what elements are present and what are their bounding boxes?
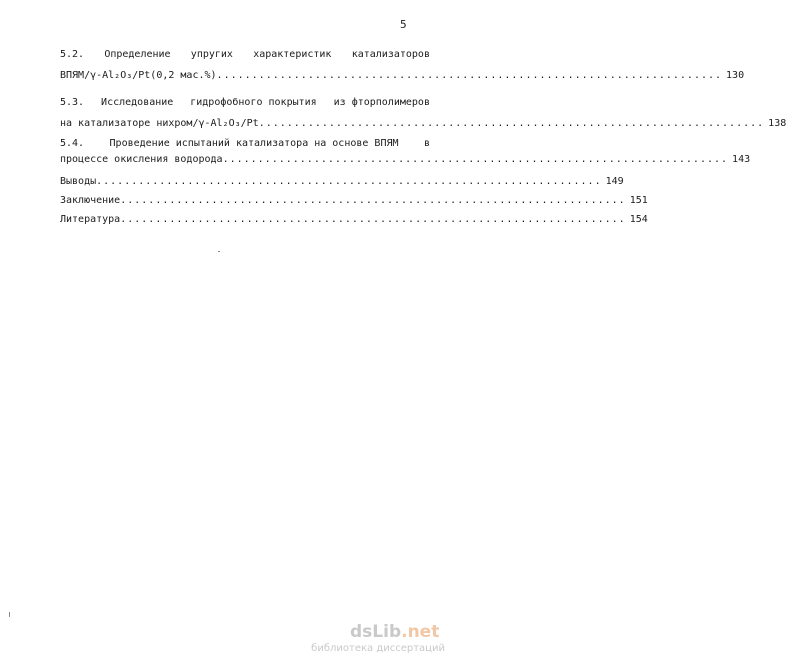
logo-suffix: .net xyxy=(401,622,440,642)
toc-word: в xyxy=(423,138,430,149)
page-number: 5 xyxy=(400,18,407,31)
logo-subtitle: библиотека диссертаций xyxy=(311,643,445,654)
toc-page-number: 143 xyxy=(732,154,751,165)
toc-entry-text: процессе окисления водорода xyxy=(60,154,223,165)
toc-word: катализаторов xyxy=(351,49,430,60)
toc-entry-summary xyxy=(60,194,648,208)
toc-page-number: 149 xyxy=(605,176,624,187)
toc-entry-conclusions xyxy=(60,175,624,189)
dot-leader: ........................................................................ xyxy=(216,70,723,81)
dslib-logo xyxy=(350,622,439,642)
toc-word: из фторполимеров xyxy=(333,97,430,108)
toc-entry-5-3-line1 xyxy=(60,96,430,110)
toc-entry-text: на катализаторе нихром/γ-Al₂O₃/Pt xyxy=(60,118,259,129)
toc-entry-5-4-line1 xyxy=(60,137,430,151)
toc-entry-5-2-line1 xyxy=(60,48,430,62)
toc-word: упругих xyxy=(190,49,233,60)
toc-page-number: 154 xyxy=(629,214,648,225)
dot-leader: ........................................................................ xyxy=(120,214,626,225)
toc-word: Определение xyxy=(104,49,171,60)
scan-speck xyxy=(218,251,220,252)
toc-word: Исследование xyxy=(101,97,174,108)
dot-leader: ........................................................................ xyxy=(258,118,765,129)
toc-word: 5.4. xyxy=(60,138,85,149)
toc-entry-references xyxy=(60,213,648,227)
dot-leader: ........................................................................ xyxy=(222,154,729,165)
toc-word: характеристик xyxy=(253,49,332,60)
toc-word: гидрофобного покрытия xyxy=(190,97,317,108)
toc-entry-text: Выводы xyxy=(60,176,97,187)
toc-page-number: 130 xyxy=(726,70,745,81)
toc-page-number: 138 xyxy=(768,118,786,129)
dot-leader: ........................................................................ xyxy=(96,176,602,187)
toc-word: 5.2. xyxy=(60,49,85,60)
toc-page-number: 151 xyxy=(629,195,648,206)
scan-speck xyxy=(9,612,10,617)
toc-entry-5-3-line2 xyxy=(60,117,786,131)
toc-entry-text: ВПЯМ/γ-Al₂O₃/Pt(0,2 мас.%) xyxy=(60,70,217,81)
toc-entry-5-2-line2 xyxy=(60,69,745,83)
toc-word: Проведение испытаний катализатора на основе ВПЯМ xyxy=(109,138,399,149)
logo-brand: dsLib xyxy=(350,622,402,642)
toc-entry-text: Литература xyxy=(60,214,121,225)
dot-leader: ........................................................................ xyxy=(120,195,626,206)
toc-entry-5-4-line2 xyxy=(60,153,751,167)
toc-word: 5.3. xyxy=(60,97,85,108)
toc-entry-text: Заключение xyxy=(60,195,121,206)
